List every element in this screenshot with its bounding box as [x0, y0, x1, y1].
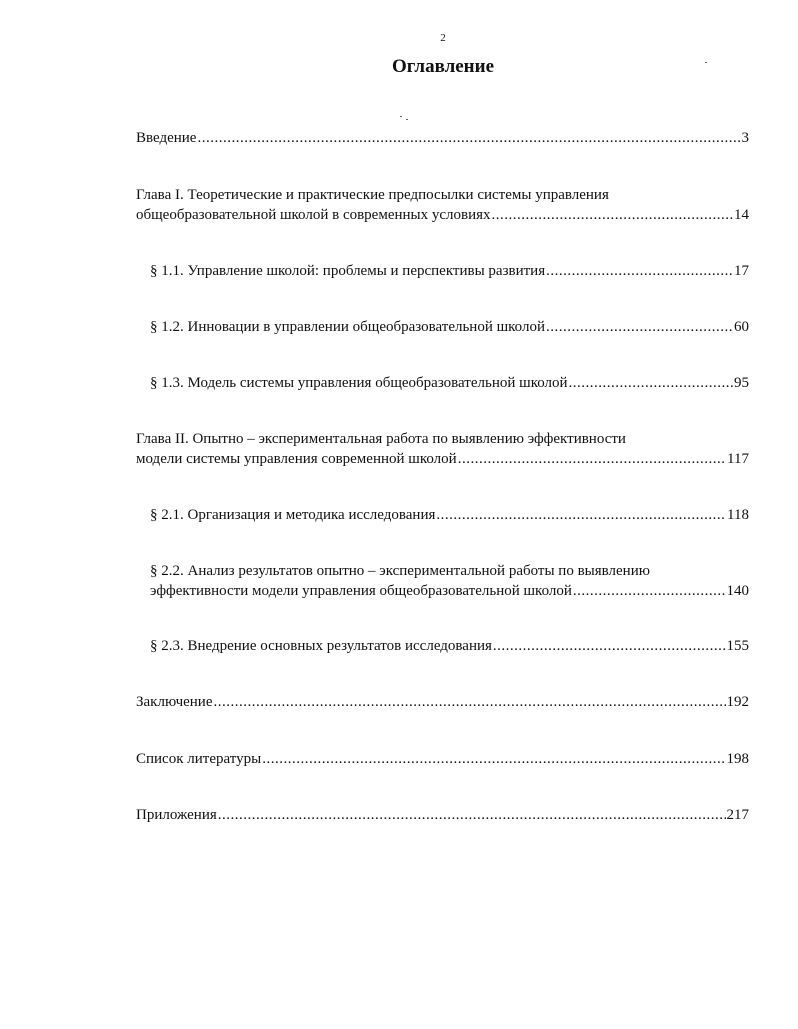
toc-leader-dots — [569, 373, 733, 393]
toc-entry-page: 192 — [726, 694, 749, 710]
toc-entry-title: общеобразовательной школой в современных условиях — [136, 207, 491, 223]
toc-entry-page: 155 — [726, 638, 749, 654]
toc-entry-page: 140 — [726, 583, 749, 599]
toc-entry-title-line1: § 2.2. Анализ результатов опытно – экспериментальной работы по выявлению — [150, 563, 650, 579]
toc-leader-dots — [214, 692, 726, 712]
toc-entry-page: 95 — [734, 375, 749, 391]
toc-entry-title: Приложения — [136, 807, 217, 823]
toc-leader-dots — [546, 317, 733, 337]
toc-entry-page: 3 — [741, 130, 749, 146]
toc-leader-dots — [262, 749, 725, 769]
toc-leader-dots — [546, 261, 733, 281]
toc-entry-page: 17 — [734, 263, 749, 279]
toc-entry-section-1-3 — [150, 373, 749, 393]
toc-entry-page: 14 — [734, 207, 749, 223]
toc-entry-section-2-2 — [150, 561, 749, 601]
toc-entry-title: § 1.1. Управление школой: проблемы и перспективы развития — [150, 263, 546, 279]
toc-entry-conclusion — [136, 692, 749, 712]
scan-speck — [400, 116, 402, 117]
toc-entry-page: 198 — [726, 751, 749, 767]
toc-entry-chapter-1 — [136, 185, 749, 225]
toc-leader-dots — [493, 636, 726, 656]
toc-entry-page: 60 — [734, 319, 749, 335]
toc-entry-title: эффективности модели управления общеобразовательной школой — [150, 583, 572, 599]
toc-leader-dots — [218, 805, 726, 825]
toc-entry-title-line1: Глава II. Опытно – экспериментальная работа по выявлению эффективности — [136, 431, 626, 447]
toc-entry-section-2-1 — [150, 505, 749, 525]
toc-leader-dots — [458, 449, 726, 469]
toc-entry-title: Список литературы — [136, 751, 262, 767]
toc-entry-page: 118 — [727, 507, 749, 523]
toc-entry-title: модели системы управления современной школой — [136, 451, 457, 467]
toc-leader-dots — [573, 581, 726, 601]
toc-entry-introduction — [136, 128, 749, 148]
toc-leader-dots — [436, 505, 726, 525]
page-number: 2 — [440, 32, 446, 44]
toc-leader-dots — [492, 205, 733, 225]
toc-entry-title: Заключение — [136, 694, 213, 710]
toc-entry-title: § 2.1. Организация и методика исследования — [150, 507, 436, 523]
toc-entry-title-line1: Глава I. Теоретические и практические предпосылки системы управления — [136, 187, 609, 203]
toc-entry-bibliography — [136, 749, 749, 769]
toc-leader-dots — [197, 128, 740, 148]
toc-entry-section-1-2 — [150, 317, 749, 337]
toc-entry-title: § 2.3. Внедрение основных результатов исследования — [150, 638, 492, 654]
toc-entry-appendices — [136, 805, 749, 825]
toc-entry-title: § 1.2. Инновации в управлении общеобразовательной школой — [150, 319, 545, 335]
toc-entry-section-2-3 — [150, 636, 749, 656]
toc-entry-section-1-1 — [150, 261, 749, 281]
toc-entry-page: 217 — [726, 807, 749, 823]
toc-entry-page: 117 — [727, 451, 749, 467]
scan-speck — [705, 62, 707, 63]
toc-entry-title: § 1.3. Модель системы управления общеобразовательной школой — [150, 375, 568, 391]
scan-speck — [406, 119, 408, 120]
toc-entry-title: Введение — [136, 130, 197, 146]
page-title: Оглавление — [391, 56, 495, 77]
toc-entry-chapter-2 — [136, 429, 749, 469]
